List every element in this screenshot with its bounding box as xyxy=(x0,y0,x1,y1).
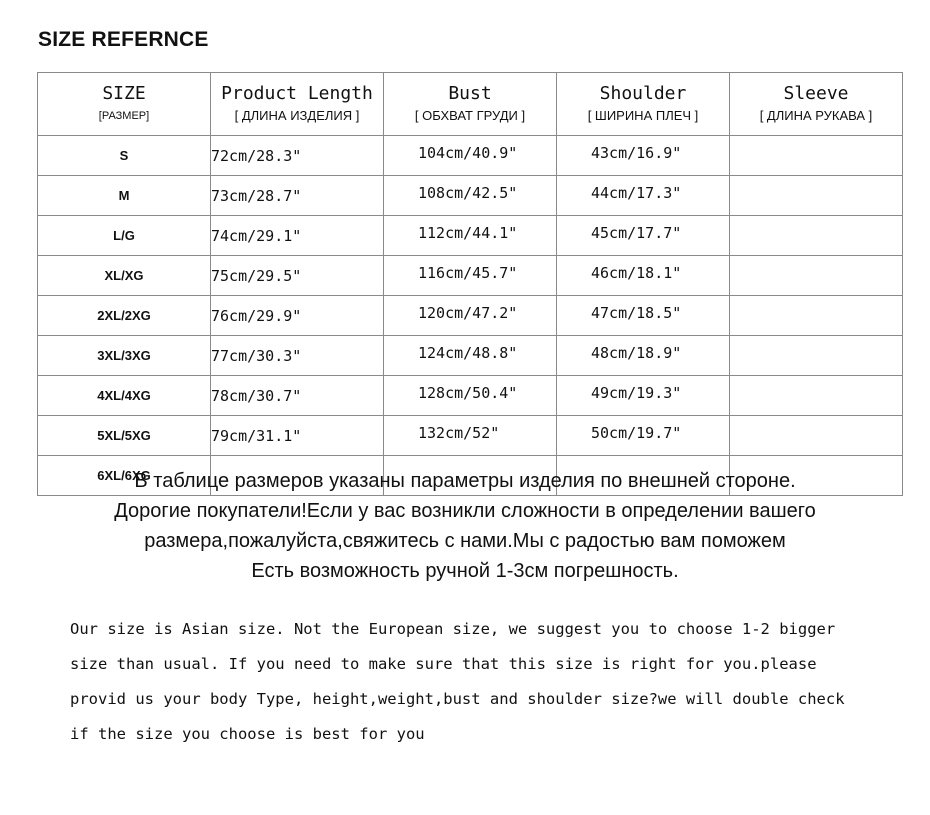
shoulder-cell: 45cm/17.7" xyxy=(557,216,730,256)
sleeve-cell xyxy=(730,136,903,176)
header-shoulder-label: Shoulder xyxy=(599,83,687,104)
size-cell: S xyxy=(38,136,211,176)
table-row xyxy=(38,336,903,376)
bust-cell: 132cm/52" xyxy=(384,416,557,456)
size-cell: 2XL/2XG xyxy=(38,296,211,336)
length-cell: 75cm/29.5" xyxy=(211,256,384,296)
header-sleeve-sublabel: [ ДЛИНА РУКАВА ] xyxy=(759,108,873,123)
russian-note-line: Есть возможность ручной 1-3см погрешность. xyxy=(251,560,679,582)
size-cell: XL/XG xyxy=(38,256,211,296)
header-bust-label: Bust xyxy=(448,83,492,104)
russian-notes xyxy=(0,466,930,586)
sleeve-cell xyxy=(730,296,903,336)
english-note-line: provid us your body Type, height,weight,bust and shoulder size?we will double check xyxy=(70,690,845,708)
english-note-line: if the size you choose is best for you xyxy=(70,725,425,743)
header-sleeve xyxy=(730,73,903,136)
header-product-length-label: Product Length xyxy=(221,83,373,104)
shoulder-cell: 43cm/16.9" xyxy=(557,136,730,176)
page-title: SIZE REFERNCE xyxy=(38,28,209,51)
table-row xyxy=(38,136,903,176)
size-cell: 4XL/4XG xyxy=(38,376,211,416)
length-cell: 79cm/31.1" xyxy=(211,416,384,456)
header-size-sublabel: [РАЗМЕР] xyxy=(98,110,150,122)
header-size xyxy=(38,73,211,136)
length-cell: 76cm/29.9" xyxy=(211,296,384,336)
shoulder-cell: 46cm/18.1" xyxy=(557,256,730,296)
shoulder-cell: 44cm/17.3" xyxy=(557,176,730,216)
sleeve-cell xyxy=(730,336,903,376)
sleeve-cell xyxy=(730,376,903,416)
size-cell: 5XL/5XG xyxy=(38,416,211,456)
size-cell: M xyxy=(38,176,211,216)
shoulder-cell: 49cm/19.3" xyxy=(557,376,730,416)
english-note-line: size than usual. If you need to make sure that this size is right for you.please xyxy=(70,655,817,673)
table-row xyxy=(38,296,903,336)
table-row xyxy=(38,376,903,416)
size-cell: 6XL/6XG xyxy=(38,456,211,496)
russian-note-line: В таблице размеров указаны параметры изделия по внешней стороне. xyxy=(134,470,796,492)
header-bust xyxy=(384,73,557,136)
header-product-length xyxy=(211,73,384,136)
size-cell: L/G xyxy=(38,216,211,256)
header-sleeve-label: Sleeve xyxy=(783,83,849,104)
russian-note-line: Дорогие покупатели!Если у вас возникли сложности в определении вашего xyxy=(114,500,816,522)
sleeve-cell xyxy=(730,176,903,216)
bust-cell: 104cm/40.9" xyxy=(384,136,557,176)
bust-cell: 108cm/42.5" xyxy=(384,176,557,216)
sleeve-cell xyxy=(730,216,903,256)
length-cell: 77cm/30.3" xyxy=(211,336,384,376)
english-notes xyxy=(70,612,910,752)
header-size-label: SIZE xyxy=(102,83,146,104)
bust-cell: 112cm/44.1" xyxy=(384,216,557,256)
bust-cell: 120cm/47.2" xyxy=(384,296,557,336)
russian-note-line: размера,пожалуйста,свяжитесь с нами.Мы с радостью вам поможем xyxy=(144,530,786,552)
shoulder-cell: 47cm/18.5" xyxy=(557,296,730,336)
bust-cell: 124cm/48.8" xyxy=(384,336,557,376)
shoulder-cell: 50cm/19.7" xyxy=(557,416,730,456)
length-cell: 72cm/28.3" xyxy=(211,136,384,176)
header-bust-sublabel: [ ОБХВАТ ГРУДИ ] xyxy=(414,108,526,123)
table-row xyxy=(38,176,903,216)
table-row xyxy=(38,216,903,256)
table-header-row xyxy=(38,73,903,136)
bust-cell: 128cm/50.4" xyxy=(384,376,557,416)
length-cell: 78cm/30.7" xyxy=(211,376,384,416)
shoulder-cell: 48cm/18.9" xyxy=(557,336,730,376)
size-chart-table xyxy=(37,72,903,496)
table-row xyxy=(38,256,903,296)
header-shoulder xyxy=(557,73,730,136)
length-cell: 74cm/29.1" xyxy=(211,216,384,256)
english-note-line: Our size is Asian size. Not the European size, we suggest you to choose 1-2 bigger xyxy=(70,620,836,638)
header-shoulder-sublabel: [ ШИРИНА ПЛЕЧ ] xyxy=(587,108,699,123)
length-cell: 73cm/28.7" xyxy=(211,176,384,216)
sleeve-cell xyxy=(730,416,903,456)
bust-cell: 116cm/45.7" xyxy=(384,256,557,296)
table-row xyxy=(38,416,903,456)
size-cell: 3XL/3XG xyxy=(38,336,211,376)
header-product-length-sublabel: [ ДЛИНА ИЗДЕЛИЯ ] xyxy=(234,108,360,123)
sleeve-cell xyxy=(730,256,903,296)
